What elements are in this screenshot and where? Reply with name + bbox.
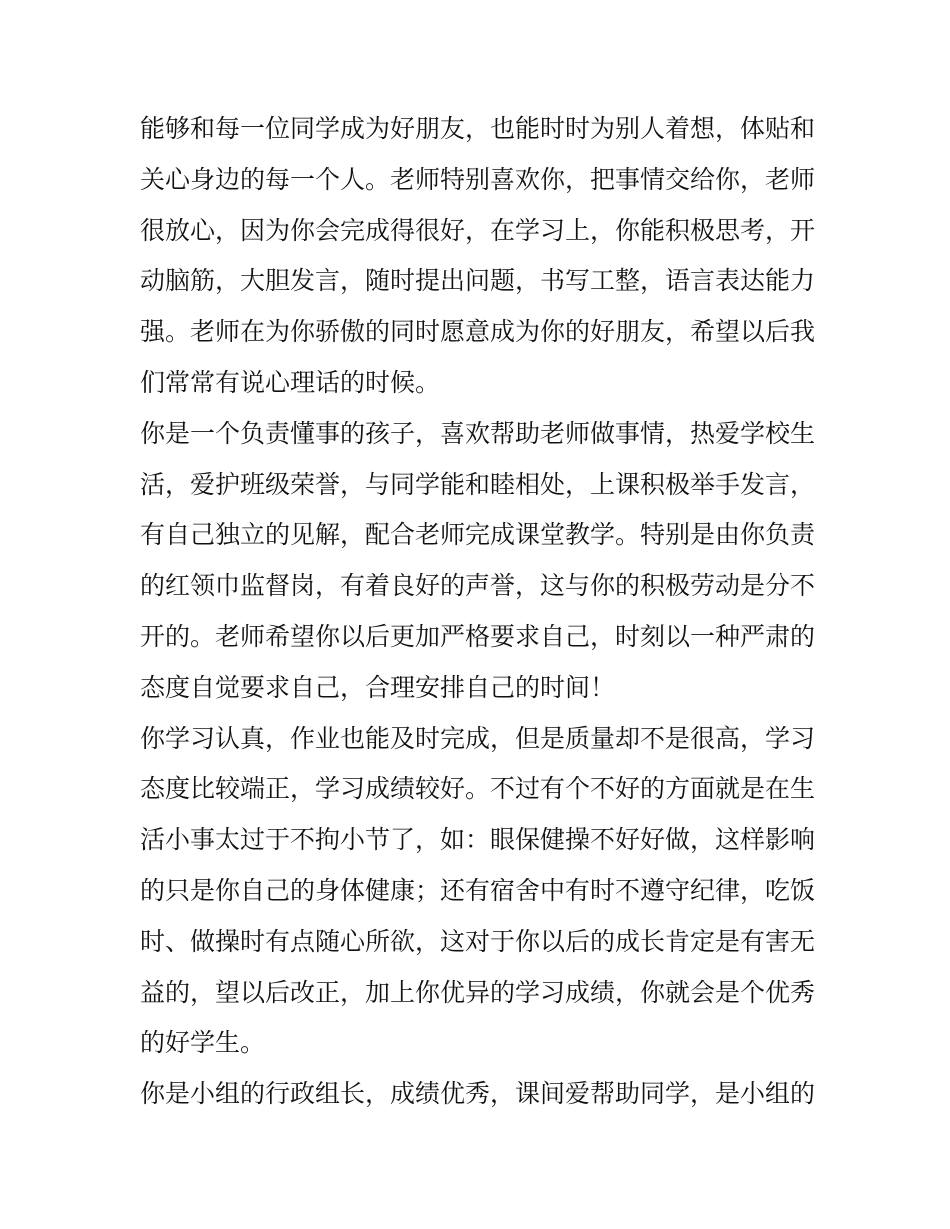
text-line: 强。老师在为你骄傲的同时愿意成为你的好朋友，希望以后我 bbox=[140, 317, 816, 347]
text-line: 态度比较端正，学习成绩较好。不过有个不好的方面就是在生 bbox=[140, 774, 816, 804]
text-line: 你学习认真，作业也能及时完成，但是质量却不是很高，学习 bbox=[140, 723, 816, 753]
text-line: 的好学生。 bbox=[140, 1028, 266, 1058]
text-line: 态度自觉要求自己，合理安排自己的时间！ bbox=[140, 672, 616, 702]
text-line: 的只是你自己的身体健康；还有宿舍中有时不遵守纪律，吃饭 bbox=[140, 875, 816, 905]
document-body bbox=[140, 104, 816, 1120]
text-line: 你是一个负责懂事的孩子，喜欢帮助老师做事情，热爱学校生 bbox=[140, 418, 816, 448]
text-line: 的红领巾监督岗，有着良好的声誉，这与你的积极劳动是分不 bbox=[140, 571, 816, 601]
text-line: 很放心，因为你会完成得很好，在学习上，你能积极思考，开 bbox=[140, 215, 816, 245]
text-line: 开的。老师希望你以后更加严格要求自己，时刻以一种严肃的 bbox=[140, 621, 816, 651]
text-line: 活小事太过于不拘小节了，如：眼保健操不好好做，这样影响 bbox=[140, 825, 816, 855]
text-line: 们常常有说心理话的时候。 bbox=[140, 367, 441, 397]
text-line: 有自己独立的见解，配合老师完成课堂教学。特别是由你负责 bbox=[140, 520, 816, 550]
text-line: 时、做操时有点随心所欲，这对于你以后的成长肯定是有害无 bbox=[140, 926, 816, 956]
text-line: 活，爱护班级荣誉，与同学能和睦相处，上课积极举手发言， bbox=[140, 469, 816, 499]
text-line: 益的，望以后改正，加上你优异的学习成绩，你就会是个优秀 bbox=[140, 977, 816, 1007]
text-line: 关心身边的每一个人。老师特别喜欢你，把事情交给你，老师 bbox=[140, 164, 816, 194]
text-line: 动脑筋，大胆发言，随时提出问题，书写工整，语言表达能力 bbox=[140, 266, 816, 296]
text-line: 能够和每一位同学成为好朋友，也能时时为别人着想，体贴和 bbox=[140, 114, 816, 143]
text-line: 你是小组的行政组长，成绩优秀，课间爱帮助同学，是小组的 bbox=[140, 1079, 816, 1109]
